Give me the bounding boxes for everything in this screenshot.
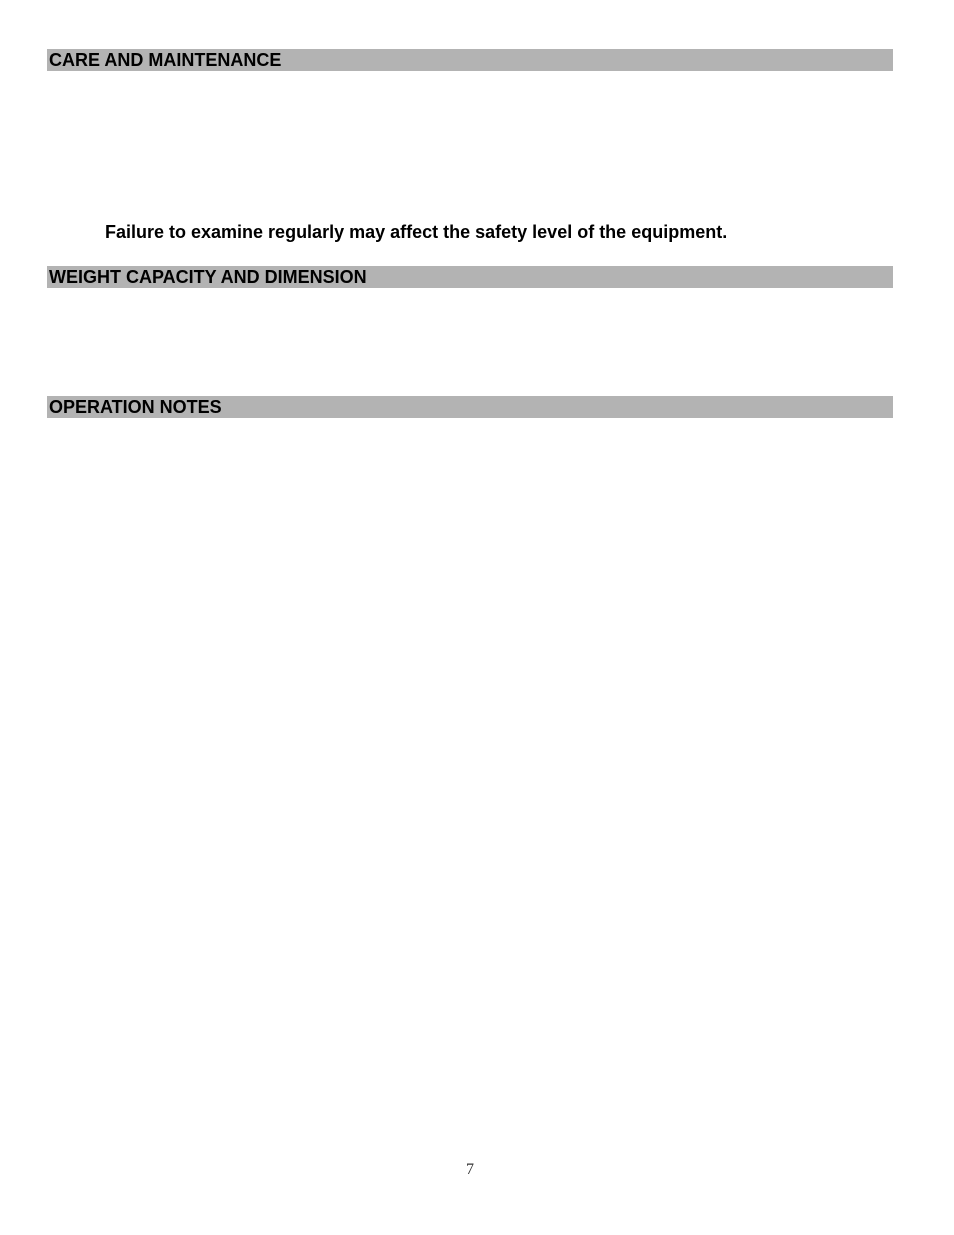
care-and-maintenance-header: CARE AND MAINTENANCE xyxy=(47,49,893,71)
weight-capacity-header: WEIGHT CAPACITY AND DIMENSION xyxy=(47,266,893,288)
inspection-warning-text: Failure to examine regularly may affect the safety level of the equipment. xyxy=(105,222,728,242)
operation-notes-header: OPERATION NOTES xyxy=(47,396,893,418)
page-number: 7 xyxy=(466,1161,474,1178)
